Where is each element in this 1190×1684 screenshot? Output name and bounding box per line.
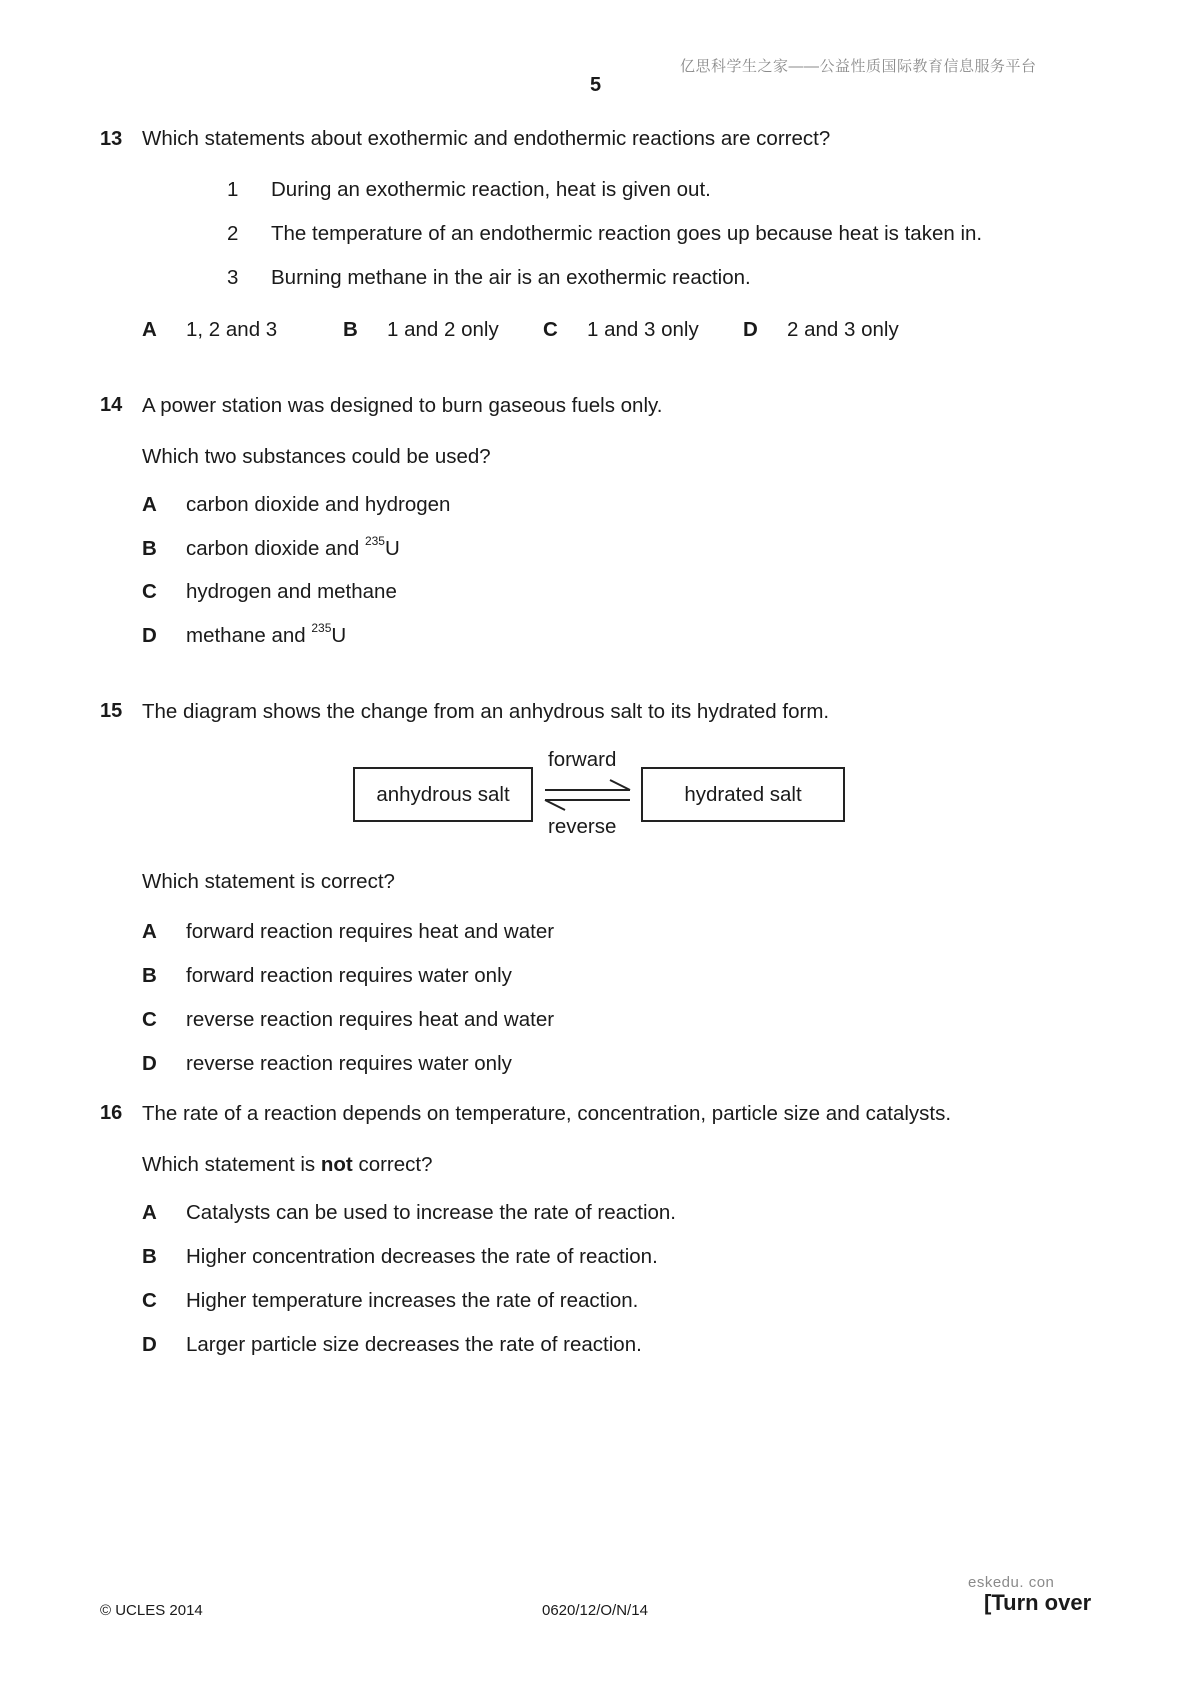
- option-text: 2 and 3 only: [787, 318, 899, 341]
- option-letter: B: [142, 964, 157, 987]
- option-letter: B: [142, 537, 157, 560]
- question-number: 15: [100, 700, 123, 722]
- copyright: © UCLES 2014: [100, 1602, 203, 1619]
- hydrated-salt-box: hydrated salt: [641, 767, 845, 822]
- option-text: methane and $^{235}$U: [186, 621, 347, 647]
- page-number: 5: [590, 74, 602, 96]
- statement-text: During an exothermic reaction, heat is given out.: [271, 178, 711, 201]
- statement-text: The temperature of an endothermic reaction goes up because heat is taken in.: [271, 222, 983, 245]
- statement-text: Burning methane in the air is an exothermic reaction.: [271, 266, 751, 289]
- option-letter: B: [142, 1245, 157, 1268]
- question-stem: Which statements about exothermic and endothermic reactions are correct?: [142, 127, 831, 150]
- isotope-mass-number: 235: [311, 621, 332, 636]
- option-letter: D: [142, 1052, 157, 1075]
- question-prompt: Which statement is correct?: [142, 870, 395, 893]
- option-text: reverse reaction requires water only: [186, 1052, 512, 1075]
- reverse-label: reverse: [548, 815, 617, 838]
- statement-number: 2: [227, 222, 239, 245]
- question-prompt: Which statement is not correct?: [142, 1153, 433, 1176]
- option-text: 1, 2 and 3: [186, 318, 278, 341]
- option-text: Larger particle size decreases the rate of reaction.: [186, 1333, 642, 1356]
- header-watermark: 亿思科学生之家——公益性质国际教育信息服务平台: [680, 58, 1037, 75]
- statement-number: 3: [227, 266, 239, 289]
- option-letter: D: [142, 624, 157, 647]
- option-letter: A: [142, 920, 157, 943]
- emphasis-not: not: [320, 1153, 353, 1176]
- option-letter: C: [142, 1289, 157, 1312]
- question-number: 13: [100, 128, 123, 150]
- option-text: Higher concentration decreases the rate of reaction.: [186, 1245, 658, 1268]
- option-text: hydrogen and methane: [186, 580, 397, 603]
- question-stem: A power station was designed to burn gaseous fuels only.: [142, 394, 663, 417]
- footer-watermark: eskedu. con: [968, 1574, 1055, 1591]
- option-text: 1 and 2 only: [387, 318, 499, 341]
- anhydrous-salt-box: anhydrous salt: [353, 767, 533, 822]
- question-prompt: Which two substances could be used?: [142, 445, 491, 468]
- isotope-mass-number: 235: [364, 534, 385, 549]
- option-letter: D: [743, 318, 758, 341]
- option-letter: C: [142, 1008, 157, 1031]
- option-text: forward reaction requires water only: [186, 964, 512, 987]
- option-letter: A: [142, 318, 157, 341]
- statement-number: 1: [227, 178, 239, 201]
- option-text: Higher temperature increases the rate of reaction.: [186, 1289, 639, 1312]
- question-number: 16: [100, 1102, 123, 1124]
- option-letter: A: [142, 493, 157, 516]
- paper-code: 0620/12/O/N/14: [542, 1602, 648, 1619]
- question-number: 14: [100, 394, 123, 416]
- question-stem: The rate of a reaction depends on temperature, concentration, particle size and catalysts.: [142, 1102, 952, 1125]
- option-text: reverse reaction requires heat and water: [186, 1008, 555, 1031]
- option-text: carbon dioxide and $^{235}$U: [186, 534, 400, 560]
- option-letter: B: [343, 318, 358, 341]
- option-text: forward reaction requires heat and water: [186, 920, 555, 943]
- option-letter: C: [543, 318, 558, 341]
- question-stem: The diagram shows the change from an anhydrous salt to its hydrated form.: [142, 700, 830, 723]
- option-text: 1 and 3 only: [587, 318, 699, 341]
- turn-over: [Turn over: [984, 1590, 1092, 1615]
- option-text: carbon dioxide and hydrogen: [186, 493, 451, 516]
- forward-label: forward: [548, 748, 617, 771]
- option-letter: D: [142, 1333, 157, 1356]
- option-letter: C: [142, 580, 157, 603]
- equilibrium-arrows-icon: [540, 775, 640, 815]
- option-text: Catalysts can be used to increase the rate of reaction.: [186, 1201, 676, 1224]
- option-letter: A: [142, 1201, 157, 1224]
